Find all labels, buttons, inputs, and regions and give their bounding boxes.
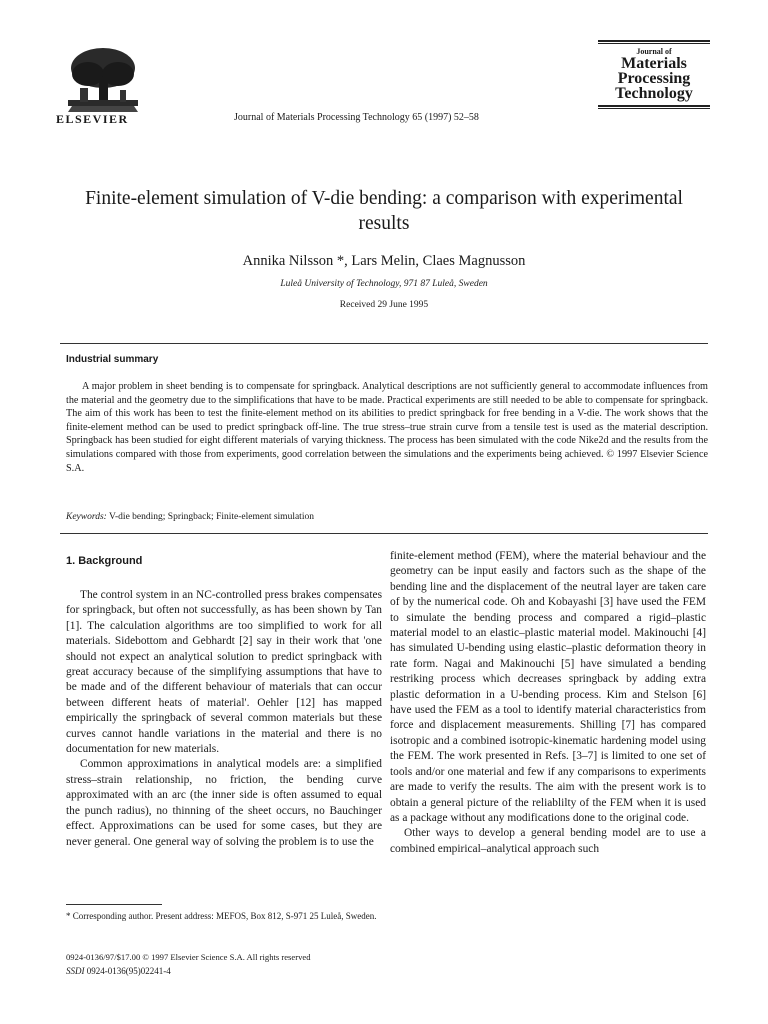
journal-reference: Journal of Materials Processing Technology 65 (1997) 52–58 bbox=[234, 112, 479, 123]
left-column bbox=[66, 588, 382, 850]
section-heading: 1. Background bbox=[66, 555, 143, 567]
masthead-rule bbox=[598, 108, 710, 109]
masthead-line-3: Technology bbox=[615, 85, 693, 102]
author-list: Annika Nilsson *, Lars Melin, Claes Magnusson bbox=[242, 253, 526, 269]
keywords-value: V-die bending; Springback; Finite-element simulation bbox=[109, 512, 314, 522]
summary-text: A major problem in sheet bending is to compensate for springback. Analytical descriptions are not sufficiently general to accommodate influences from the material and the geometry due to the simplifications that have to be made. Practical experiments are still needed to be able to compensate for springback. The aim of this work has been to test the finite-element method on its abilities to predict springback for free bending in a V-die. The work shows that the finite-element method can be used to predict springback off-line. The true stress–true strain curve from a tensile test is used as the material description. Springback has been studied for eight different materials of varying thickness. The process has been simulated with the code Nike2d and the results from the simulations compared with those from experiments, good correlation between the simulations and the experiments being achieved. © 1997 Elsevier Science S.A. bbox=[66, 381, 708, 474]
paragraph: Other ways to develop a general bending model are to use a combined empirical–analytical approach such bbox=[390, 827, 706, 855]
keywords-label: Keywords: bbox=[66, 512, 107, 522]
affiliation: Luleå University of Technology, 971 87 Luleå, Sweden bbox=[280, 279, 488, 289]
summary-heading: Industrial summary bbox=[66, 354, 159, 365]
right-column bbox=[390, 549, 706, 857]
publisher-name: ELSEVIER bbox=[56, 112, 129, 126]
masthead-small-text: Journal of bbox=[636, 47, 672, 56]
article-title: Finite-element simulation of V-die bending: a comparison with experimental results bbox=[85, 188, 683, 234]
paragraph: Common approximations in analytical models are: a simplified stress–strain relationship, no friction, the bending curve approximated with an arc (the inner side is often assumed to equal the punch radius), no thinning of the sheet occurs, no Bauchinger effect. Approximations can be used for some cases, but they are never general. One general way of solving the problem is to use the bbox=[66, 758, 382, 848]
journal-masthead bbox=[598, 40, 710, 109]
masthead-line-2: Processing bbox=[617, 70, 691, 87]
masthead-line-1: Materials bbox=[621, 55, 687, 72]
footnote-rule bbox=[66, 904, 162, 905]
ssdi-identifier bbox=[66, 966, 171, 976]
divider bbox=[60, 533, 708, 534]
paragraph: finite-element method (FEM), where the material behaviour and the geometry can be input easily and factors such as the shape of the bending line and the displacement of the neutral layer are taken care of by the numerical code. Oh and Kobayashi [3] have used the FEM to simulate the bending process and compared a rigid–plastic material model to an elastic–plastic material model. Makinouchi [4] has simulated U-bending using elastic–plastic deformation theory in rate form. Nagai and Makinouchi [5] have simulated a bending restriking process which decreases springback by adding extra plastic deformation in a U-bending process. Kim and Stelson [6] have used the FEM as a tool to identify material characteristics from force and displacement measurements. Shilling [7] has compared isotropic and a combined isotropic-kinematic hardening model using the FEM. The work presented in Refs. [3–7] is limited to one set of tools and/or one material and few if any comparisons to experiments are made to verify the results. The aim with the present work is to obtain a general picture of the reliablilty of the FEM when it is used as a package without any modifications done to the original code. bbox=[390, 550, 706, 824]
copyright-line: 0924-0136/97/$17.00 © 1997 Elsevier Science S.A. All rights reserved bbox=[66, 952, 311, 962]
masthead-rule bbox=[598, 105, 710, 107]
footnote: * Corresponding author. Present address: MEFOS, Box 812, S-971 25 Luleå, Sweden. bbox=[66, 911, 377, 921]
keywords bbox=[66, 512, 314, 522]
received-date: Received 29 June 1995 bbox=[339, 300, 429, 310]
ssdi-value: 0924-0136(95)02241-4 bbox=[86, 966, 171, 976]
elsevier-tree-logo bbox=[62, 44, 144, 112]
divider bbox=[60, 343, 708, 344]
paragraph: The control system in an NC-controlled press brakes compensates for springback, but often not successfully, as has been shown by Tan [1]. The calculation algorithms are too simplified to work for all materials. Sidebottom and Gebhardt [2] say in their work that 'one should not expect an analytical solution to predict springback with great accuracy because of the simplifying assumptions that have to be made and of the different behaviour of materials that can occur between different heats of material'. Oehler [12] has mapped empirically the springback of several common materials but these curves cannot handle variations in the material and there is no documentation for new materials. bbox=[66, 589, 382, 756]
ssdi-label: SSDI bbox=[66, 966, 85, 976]
masthead-rule bbox=[598, 43, 710, 44]
masthead-rule bbox=[598, 40, 710, 42]
